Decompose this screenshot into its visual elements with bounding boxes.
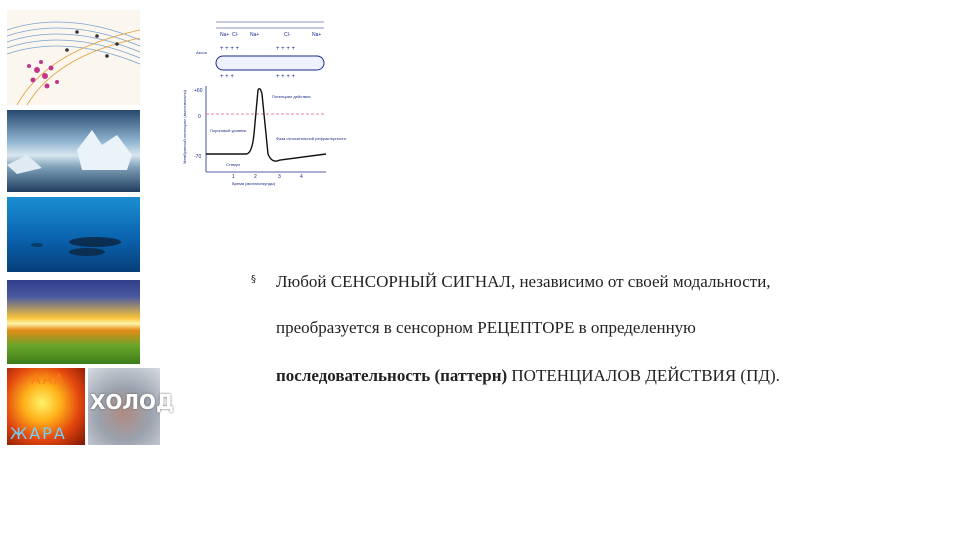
y-tick: 0 (198, 114, 201, 120)
y-axis-label: Мембранный потенциал (милливольты) (182, 90, 187, 164)
dolphins-image (7, 197, 140, 272)
ion-label: Cl- (284, 32, 291, 38)
text-line-1: Любой СЕНСОРНЫЙ СИГНАЛ, независимо от своей модальности, (276, 272, 771, 291)
bullet-marker: § (251, 274, 256, 285)
sheet-music-drawing (7, 10, 140, 105)
action-potential-svg (176, 14, 346, 188)
peak-label: Потенциал действия (272, 94, 311, 99)
ion-label: Na+ (250, 32, 260, 38)
heat-label: ЖАРА (10, 424, 67, 443)
cold-label: ХОЛОД (90, 390, 174, 414)
y-tick: -70 (194, 154, 202, 160)
dolphins-drawing (7, 197, 140, 272)
x-axis-label: Время (миллисекунды) (232, 181, 276, 186)
heat-sun-image (7, 368, 85, 445)
threshold-label: Пороговый уровень (210, 128, 247, 133)
svg-text:+ + +: + + + (220, 74, 234, 80)
x-tick: 3 (278, 174, 281, 180)
svg-text:+ + + +: + + + + (220, 46, 240, 52)
svg-text:+ + + +: + + + + (276, 74, 296, 80)
axon-label: Аксон (196, 50, 207, 55)
sunset-field-image (7, 280, 140, 364)
ion-label: Cl- (232, 32, 239, 38)
x-tick: 1 (232, 174, 235, 180)
x-tick: 2 (254, 174, 257, 180)
svg-text:+ + + +: + + + + (276, 46, 296, 52)
after-label: Фаза относительной рефрактерности (276, 136, 346, 141)
text-line-2: преобразуется в сенсорном РЕЦЕПТОРЕ в определенную (276, 318, 696, 337)
iceberg-drawing (7, 110, 140, 192)
text-line-3 (276, 366, 780, 386)
text-line-3-rest: ПОТЕНЦИАЛОВ ДЕЙСТВИЯ (ПД). (507, 366, 780, 385)
ion-label: Na+ (220, 32, 230, 38)
bold-phrase: последовательность (паттерн) (276, 366, 508, 385)
y-tick: +60 (194, 88, 203, 94)
cold-image (88, 368, 174, 445)
sheet-music-image (7, 10, 140, 105)
action-potential-diagram (176, 14, 346, 188)
x-tick: 4 (300, 174, 303, 180)
ion-label: Na+ (312, 32, 322, 38)
iceberg-image (7, 110, 140, 192)
stimulus-label: Стимул (226, 162, 240, 167)
heat-label-top: ААА (31, 372, 66, 388)
